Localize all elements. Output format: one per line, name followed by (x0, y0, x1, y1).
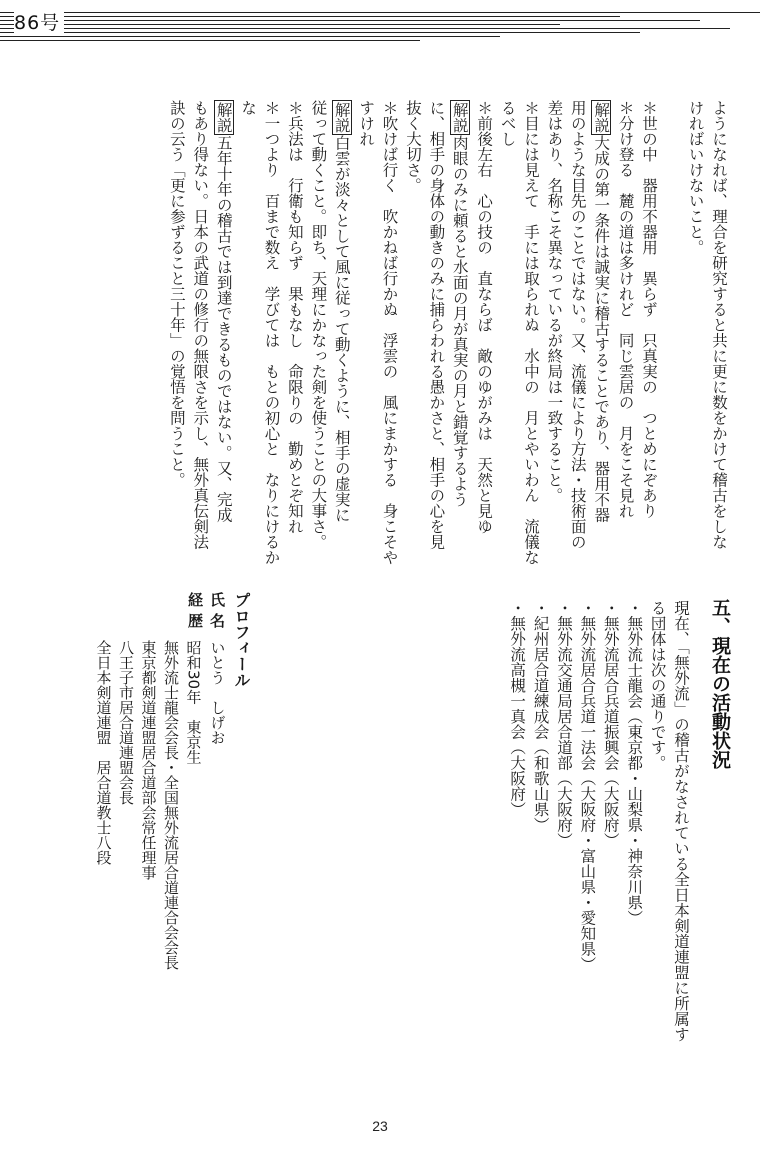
commentary-line: 訣の云う「更に参ずること三十年」の覚悟を問うこと。 (167, 100, 186, 488)
verse-line: ＊前後左右 心の技の 直ならば 敵のゆがみは 天然と見ゆ (475, 100, 494, 534)
verse-line: ＊分け登る 麓の道は多けれど 同じ雲居の 月をこそ見れ (616, 100, 635, 519)
profile-name-value: いとう しげお (208, 640, 227, 745)
commentary-line: 用のような目先のことではない。又、流儀により方法・技術面の (568, 100, 587, 550)
header-rule-band (0, 10, 760, 44)
commentary-line (329, 100, 353, 565)
commentary-line (211, 100, 235, 565)
history-line: 昭和30年 東京生 (184, 640, 203, 765)
commentary-line: もあり得ない。日本の武道の修行の無限さを示し、無外真伝剣法 (191, 100, 210, 550)
verse-line: るべし (498, 100, 517, 147)
history-line: 全日本剣道連盟 居合道教士八段 (94, 640, 113, 865)
kaisetsu-label: 解説 (592, 102, 611, 133)
commentary-text: 大成の第一条件は誠実に稽古することであり、器用不器 (592, 135, 611, 523)
commentary-text: 五年十年の稽古では到達できるものではない。又、完成 (214, 135, 233, 523)
header-rule-line (0, 12, 760, 13)
intro-line: る団体は次の通りです。 (648, 600, 667, 771)
group-list-item: ・無外流士龍会（東京都・山梨県・神奈川県） (625, 600, 644, 926)
history-line: 八王子市居合道連盟会長 (117, 640, 135, 805)
header-rule-line (0, 16, 620, 17)
commentary-text: 肉眼のみに頼ると水面の月が真実の月と錯覚するよう (450, 135, 469, 507)
group-list-item: ・無外流交通局居合道部（大阪府） (554, 600, 573, 848)
intro-line: 現在、「無外流」の稽古がなされている全日本剣道連盟に所属す (672, 600, 690, 1042)
verse-line: な (239, 100, 258, 116)
profile-name-label: 氏名 (208, 592, 226, 634)
page-number: 23 (372, 1118, 388, 1134)
group-list-item: ・紀州居合道練成会（和歌山県） (531, 600, 550, 833)
verse-line: ＊兵法は 行衛も知らず 果もなし 命限りの 勤めとぞ知れ (285, 100, 304, 534)
profile-history (92, 640, 205, 970)
group-list-item: ・無外流居合兵道振興会（大阪府） (601, 600, 620, 848)
header-rule-line (0, 32, 640, 33)
group-list-item: ・無外流居合兵道一法会（大阪府・富山県・愛知県） (578, 600, 597, 972)
header-rule-line (0, 28, 730, 29)
issue-number: 86号 (14, 12, 64, 34)
group-list-item: ・無外流高槻一真会（大阪府） (508, 600, 527, 817)
commentary-line: 従って動くこと。即ち、天理にかなった剣を使うことの大事さ。 (309, 100, 328, 550)
history-line: 無外流士龍会会長・全国無外流居合道連合会会長 (162, 640, 180, 970)
header-rule-line (0, 24, 560, 25)
verse-line: ＊世の中 器用不器用 異らず 只真実の つとめにぞあり (640, 100, 658, 519)
text-block-verses-1 (164, 100, 660, 565)
commentary-text: 白雲が淡々として風に従って動くように、相手の虚実に (332, 135, 351, 523)
section-heading: 五、現在の活動状況 (709, 598, 731, 769)
history-line: 東京都剣道連盟居合道部会常任理事 (139, 640, 158, 880)
commentary-line (589, 100, 613, 565)
verse-line: ＊一つより 百まで数え 学びては もとの初心と なりにけるか (262, 100, 281, 565)
header-rule-line (0, 36, 500, 37)
text-line: ければいけないこと。 (686, 100, 705, 255)
kaisetsu-label: 解説 (450, 102, 469, 133)
verse-line: すけれ (357, 100, 376, 147)
profile-title: プロフィール (232, 592, 251, 688)
header-rule-line (0, 20, 700, 21)
kaisetsu-label: 解説 (214, 102, 233, 133)
kaisetsu-label: 解説 (332, 102, 351, 133)
verse-line: ＊吹けば行く 吹かねば行かぬ 浮雲の 風にまかする 身こそや (380, 100, 399, 565)
text-block-continuation (683, 100, 730, 550)
header-rule-line (0, 40, 420, 41)
commentary-line (447, 100, 471, 565)
text-line: ようになれば、理合を研究すると共に更に数をかけて稽古をしな (710, 100, 728, 550)
commentary-line: 抜く大切さ。 (403, 100, 422, 193)
section5-body (505, 600, 692, 1042)
profile-history-label: 経歴 (186, 592, 204, 634)
verse-line: ＊目には見えて 手には取られぬ 水中の 月とやいわん 流儀な (521, 100, 540, 565)
commentary-line: 差はあり、名称こそ異なっているが終局は一致すること。 (545, 100, 564, 503)
commentary-line: に、相手の身体の動きのみに捕らわれる愚かさと、相手の心を見 (427, 100, 446, 550)
